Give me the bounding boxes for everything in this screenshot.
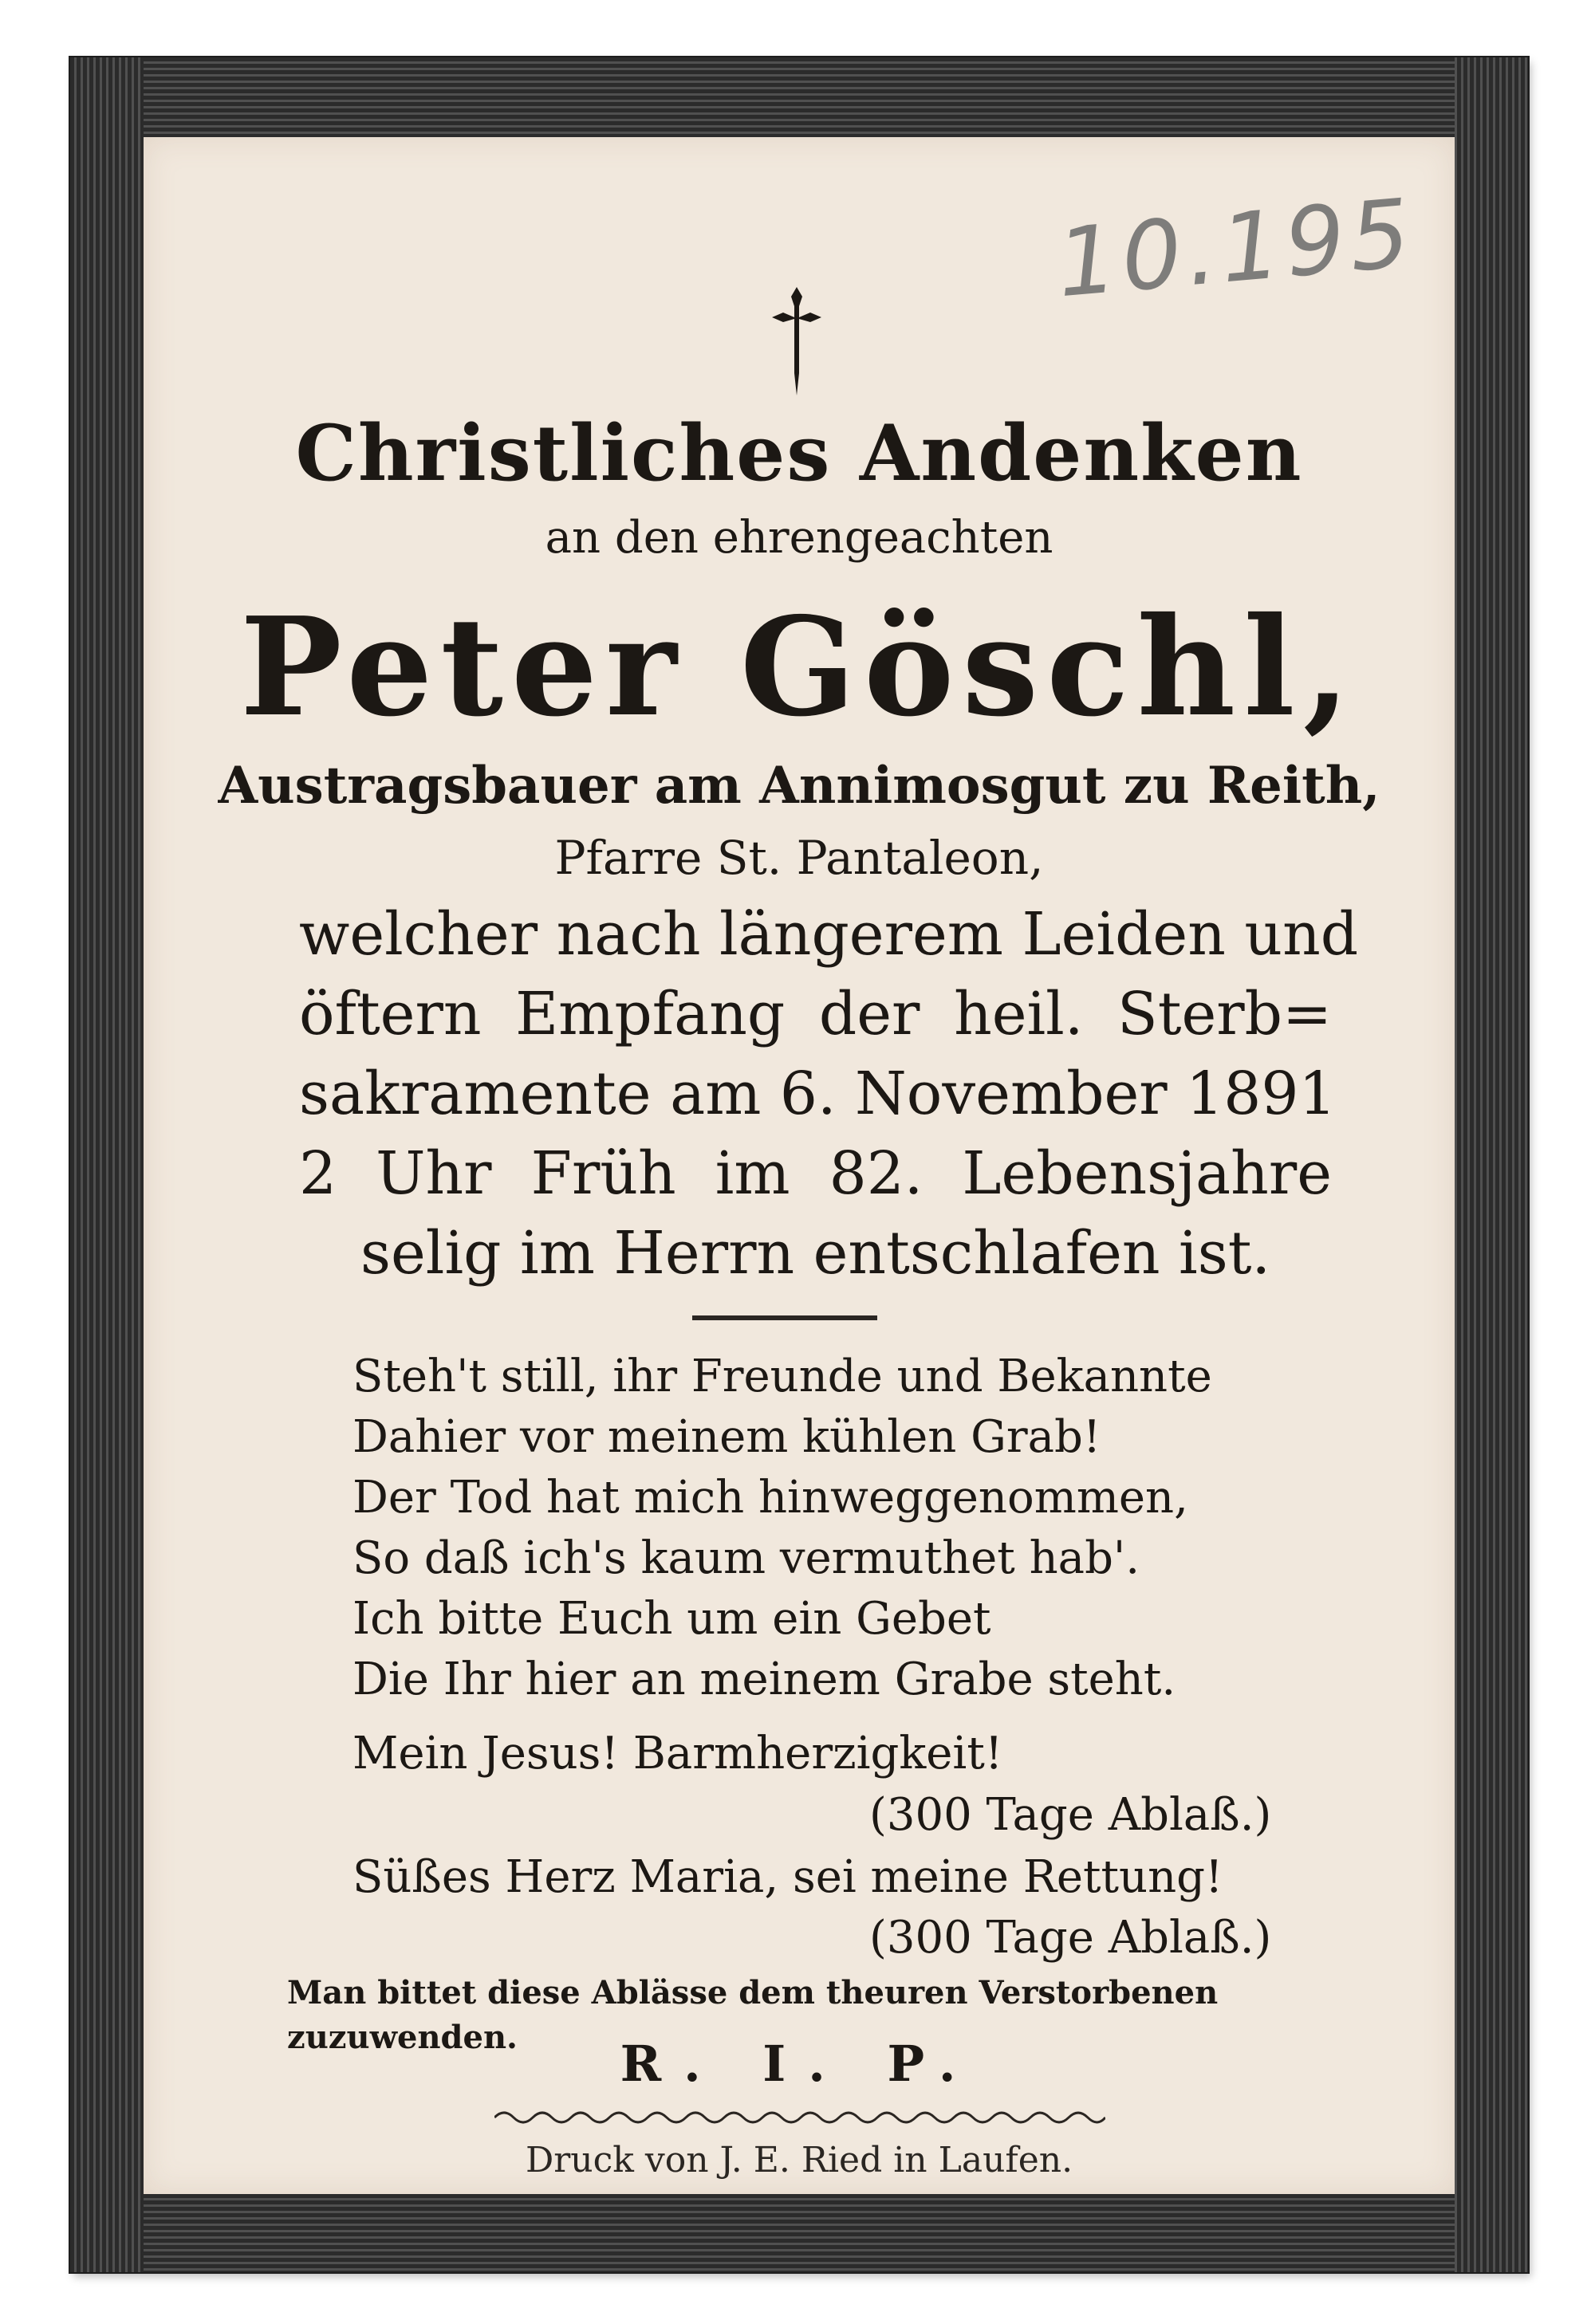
verse-line: Steh't still, ihr Freunde und Bekannte [352, 1351, 1212, 1402]
prayer-1: Mein Jesus! Barmherzigkeit! [352, 1728, 1003, 1779]
pencil-archive-number: 10.195 [1052, 177, 1420, 319]
death-notice-line: öftern Empfang der heil. Sterb= [299, 980, 1332, 1048]
verse-line: Der Tod hat mich hinweggenommen, [352, 1472, 1188, 1524]
death-notice-line: 2 Uhr Früh im 82. Lebensjahre [299, 1139, 1332, 1208]
request-line: zuzuwenden. [287, 2019, 518, 2056]
death-notice-line: welcher nach längerem Leiden und [299, 900, 1359, 969]
deceased-name: Peter Göschl, [239, 588, 1358, 747]
card-heading: Christliches Andenken [295, 408, 1303, 498]
prayer-2: Süßes Herz Maria, sei meine Rettung! [352, 1851, 1223, 1903]
deceased-role: Austragsbauer am Annimosgut zu Reith, [218, 756, 1380, 816]
indulgence-1: (300 Tage Ablaß.) [869, 1789, 1272, 1841]
verse-line: Ich bitte Euch um ein Gebet [352, 1593, 991, 1645]
wavy-divider [494, 2108, 1105, 2127]
request-line: Man bittet diese Ablässe dem theuren Verstorbenen [287, 1974, 1219, 2011]
section-divider [692, 1315, 877, 1320]
cross-icon [769, 285, 825, 397]
verse-line: So daß ich's kaum vermuthet hab'. [352, 1532, 1140, 1584]
memorial-card [70, 57, 1528, 2272]
card-paper [144, 137, 1455, 2194]
printer-credit: Druck von J. E. Ried in Laufen. [525, 2140, 1073, 2180]
rip-text: R. I. P. [620, 2035, 979, 2093]
deceased-parish: Pfarre St. Pantaleon, [554, 831, 1044, 885]
death-notice-line: sakramente am 6. November 1891 [299, 1060, 1337, 1128]
death-notice-line: selig im Herrn entschlafen ist. [360, 1219, 1270, 1288]
indulgence-2: (300 Tage Ablaß.) [869, 1912, 1272, 1964]
verse-line: Die Ihr hier an meinem Grabe steht. [352, 1654, 1176, 1705]
verse-line: Dahier vor meinem kühlen Grab! [352, 1411, 1101, 1463]
card-subheading: an den ehrengeachten [545, 512, 1053, 564]
death-notice [299, 895, 1359, 1293]
